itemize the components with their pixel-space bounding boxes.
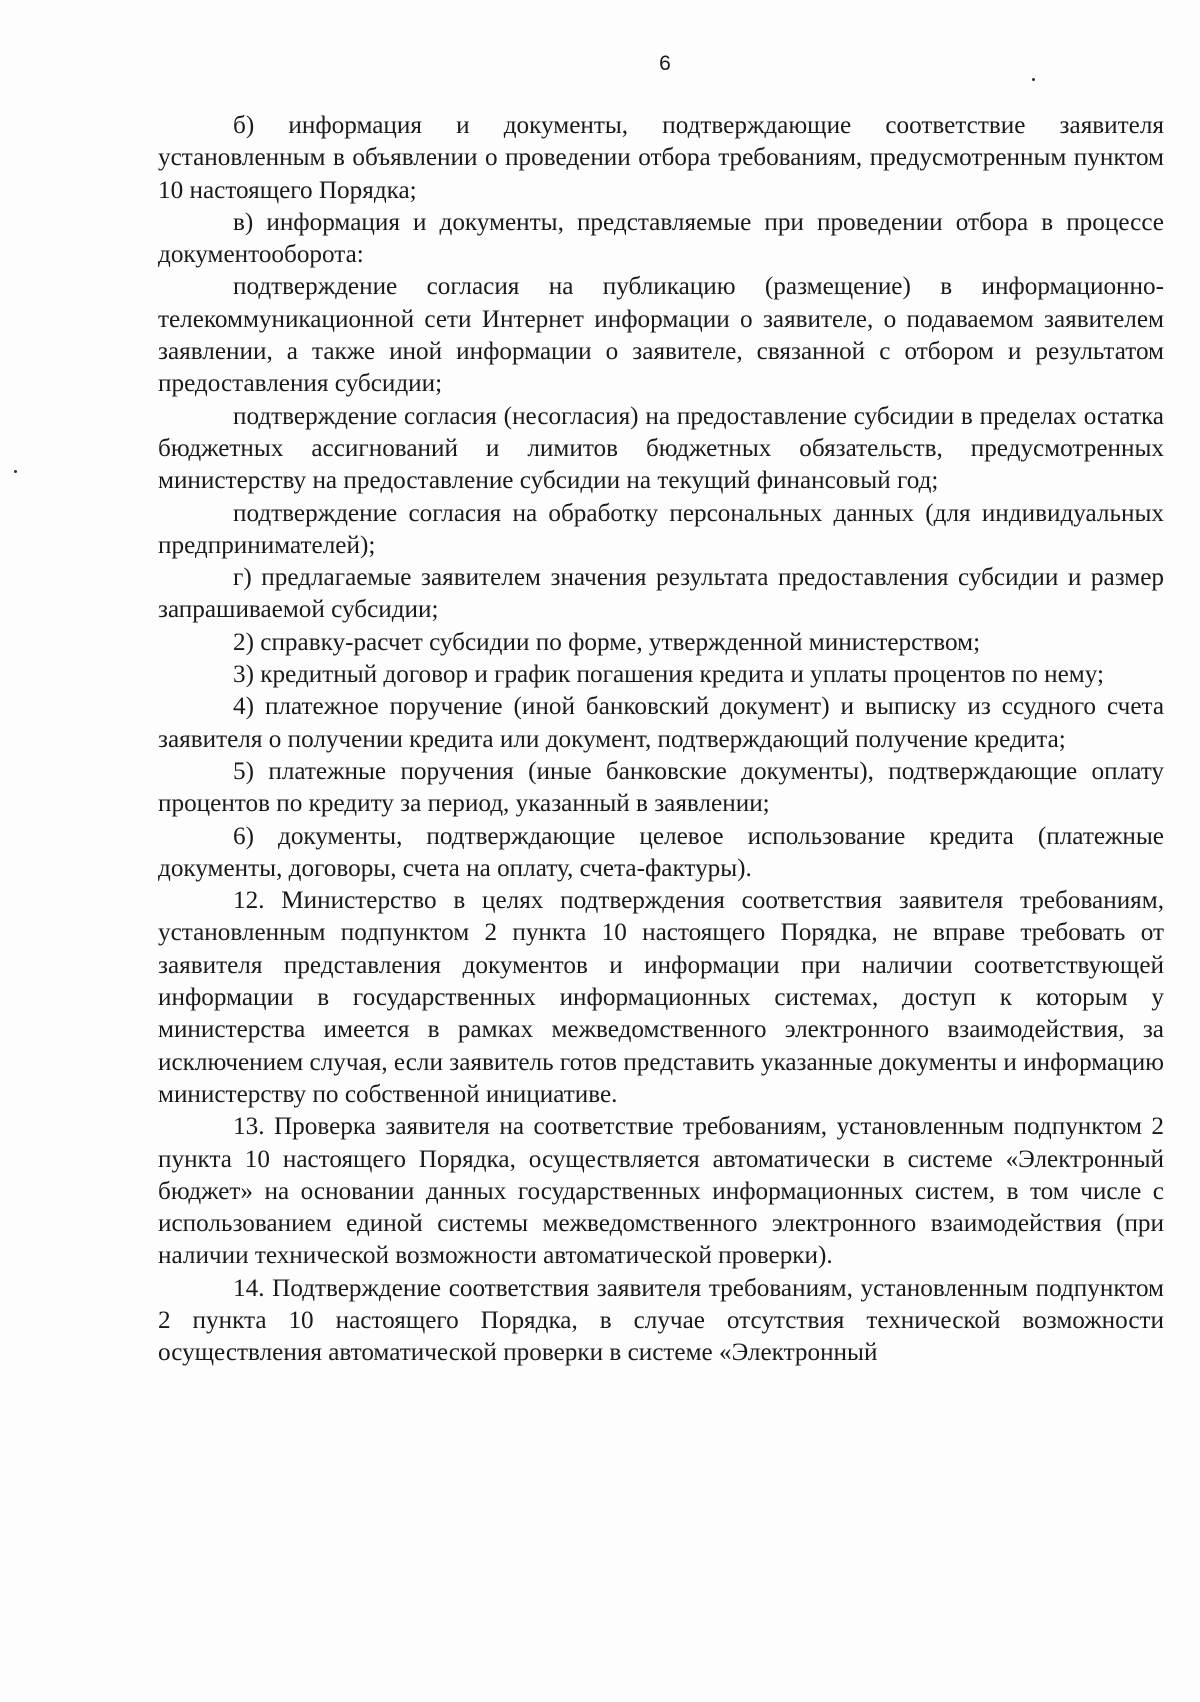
page-number: 6 — [659, 52, 671, 75]
paragraph-5: 5) платежные поручения (иные банковские документы), подтверждающие оплату процентов по кредиту за период, указанный в заявлении; — [158, 757, 1164, 818]
paragraph-g: г) предлагаемые заявителем значения результата предоставления субсидии и размер запрашиваемой субсидии; — [158, 564, 1164, 624]
paragraph-consent-personal-data: подтверждение согласия на обработку персональных данных (для индивидуальных предпринимателей); — [158, 499, 1164, 559]
document-body — [158, 110, 1164, 1370]
paragraph-13: 13. Проверка заявителя на соответствие требованиям, установленным подпунктом 2 пункта 10 настоящего Порядка, осуществляется автоматически в системе «Электронный бюджет» на основании данных государственных информационных систем, в том числе с использованием единой системы межведомственного электронного взаимодействия (при наличии технической возможности автоматической проверки). — [158, 1113, 1164, 1270]
paragraph-12: 12. Министерство в целях подтверждения соответствия заявителя требованиям, установленным подпунктом 2 пункта 10 настоящего Порядка, не вправе требовать от заявителя представления документов и информации при наличии соответствующей информации в государственных информационных системах, доступ к которым у министерства имеется в рамках межведомственного электронного взаимодействия, за исключением случая, если заявитель готов представить указанные документы и информацию министерству по собственной инициативе. — [158, 887, 1164, 1108]
paragraph-3: 3) кредитный договор и график погашения кредита и уплаты процентов по нему; — [233, 661, 1104, 689]
paragraph-14: 14. Подтверждение соответствия заявителя требованиям, установленным подпунктом 2 пункта 10 настоящего Порядка, в случае отсутствия технической возможности осуществления автоматической проверки в системе «Электронный — [158, 1274, 1164, 1367]
paragraph-v: в) информация и документы, представляемые при проведении отбора в процессе документооборота: — [158, 208, 1164, 269]
scan-speck — [1032, 78, 1035, 81]
paragraph-consent-budget: подтверждение согласия (несогласия) на предоставление субсидии в пределах остатка бюджетных ассигнований и лимитов бюджетных обязательств, предусмотренных министерству на предоставление субсидии на текущий финансовый год; — [158, 402, 1164, 495]
paragraph-consent-publication: подтверждение согласия на публикацию (размещение) в информационно-телекоммуникационной сети Интернет информации о заявителе, о подаваемом заявителем заявлении, а также иной информации о заявителе, связанной с отбором и результатом предоставления субсидии; — [158, 273, 1164, 398]
paragraph-6: 6) документы, подтверждающие целевое использование кредита (платежные документы, договоры, счета на оплату, счета-фактуры). — [158, 822, 1164, 882]
paragraph-4: 4) платежное поручение (иной банковский документ) и выписку из ссудного счета заявителя о получении кредита или документ, подтверждающий получение кредита; — [158, 693, 1164, 753]
paragraph-2: 2) справку-расчет субсидии по форме, утвержденной министерством; — [233, 628, 981, 656]
paragraph-b: б) информация и документы, подтверждающие соответствие заявителя установленным в объявлении о проведении отбора требованиям, предусмотренным пунктом 10 настоящего Порядка; — [158, 112, 1164, 204]
scan-speck — [14, 470, 17, 473]
